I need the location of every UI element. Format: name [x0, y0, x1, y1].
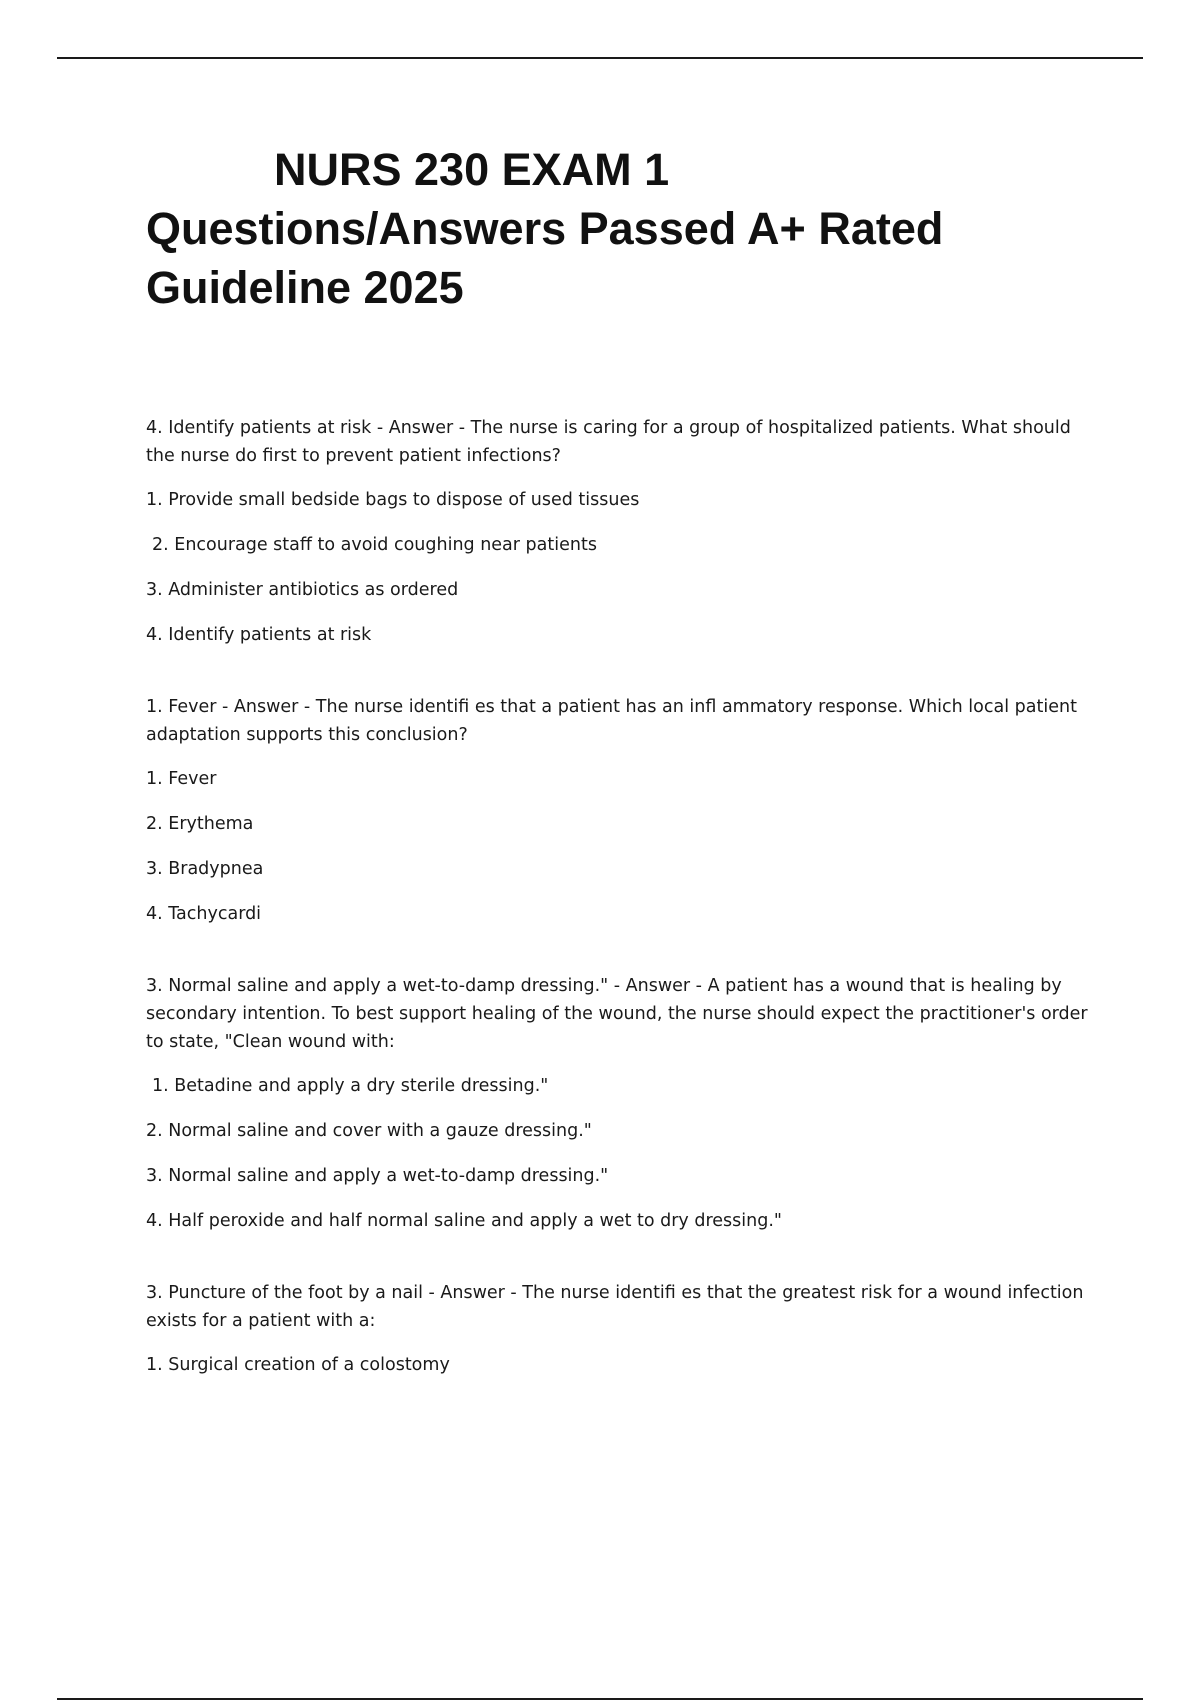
answer-option: 2. Encourage staff to avoid coughing near patients — [152, 535, 597, 555]
question-block-2 — [146, 693, 1096, 928]
answer-option: 4. Identify patients at risk — [146, 625, 372, 645]
answer-option: 3. Administer antibiotics as ordered — [146, 580, 459, 600]
answer-option: 3. Bradypnea — [146, 859, 264, 879]
question-block-1 — [146, 414, 1096, 649]
answer-option: 1. Surgical creation of a colostomy — [146, 1355, 450, 1375]
document-title — [146, 140, 1086, 317]
answer-option: 1. Betadine and apply a dry sterile dressing." — [152, 1076, 549, 1096]
question-text: 3. Normal saline and apply a wet-to-damp dressing." - Answer - A patient has a wound that is healing by secondary intention. To best support healing of the wound, the nurse should expect the practitioner's order to state, "Clean wound with: — [146, 976, 1088, 1052]
title-line-1: NURS 230 EXAM 1 — [274, 144, 670, 195]
question-list — [146, 414, 1096, 1423]
answer-option: 2. Normal saline and cover with a gauze dressing." — [146, 1121, 592, 1141]
answer-option: 4. Tachycardi — [146, 904, 262, 924]
question-block-3 — [146, 972, 1096, 1235]
answer-option: 4. Half peroxide and half normal saline and apply a wet to dry dressing." — [146, 1211, 782, 1231]
question-block-4 — [146, 1279, 1096, 1379]
answer-option: 2. Erythema — [146, 814, 254, 834]
question-text: 1. Fever - Answer - The nurse identifi es that a patient has an infl ammatory response. Which local patient adaptation supports this conclusion? — [146, 697, 1077, 745]
title-line-2: Questions/Answers Passed A+ Rated — [146, 203, 944, 254]
answer-option: 1. Fever — [146, 769, 217, 789]
title-line-3: Guideline 2025 — [146, 262, 464, 313]
top-rule — [57, 57, 1143, 59]
answer-option: 1. Provide small bedside bags to dispose of used tissues — [146, 490, 640, 510]
question-text: 3. Puncture of the foot by a nail - Answer - The nurse identifi es that the greatest risk for a wound infection exists for a patient with a: — [146, 1283, 1084, 1331]
question-text: 4. Identify patients at risk - Answer - The nurse is caring for a group of hospitalized patients. What should the nurse do first to prevent patient infections? — [146, 418, 1071, 466]
answer-option: 3. Normal saline and apply a wet-to-damp dressing." — [146, 1166, 609, 1186]
